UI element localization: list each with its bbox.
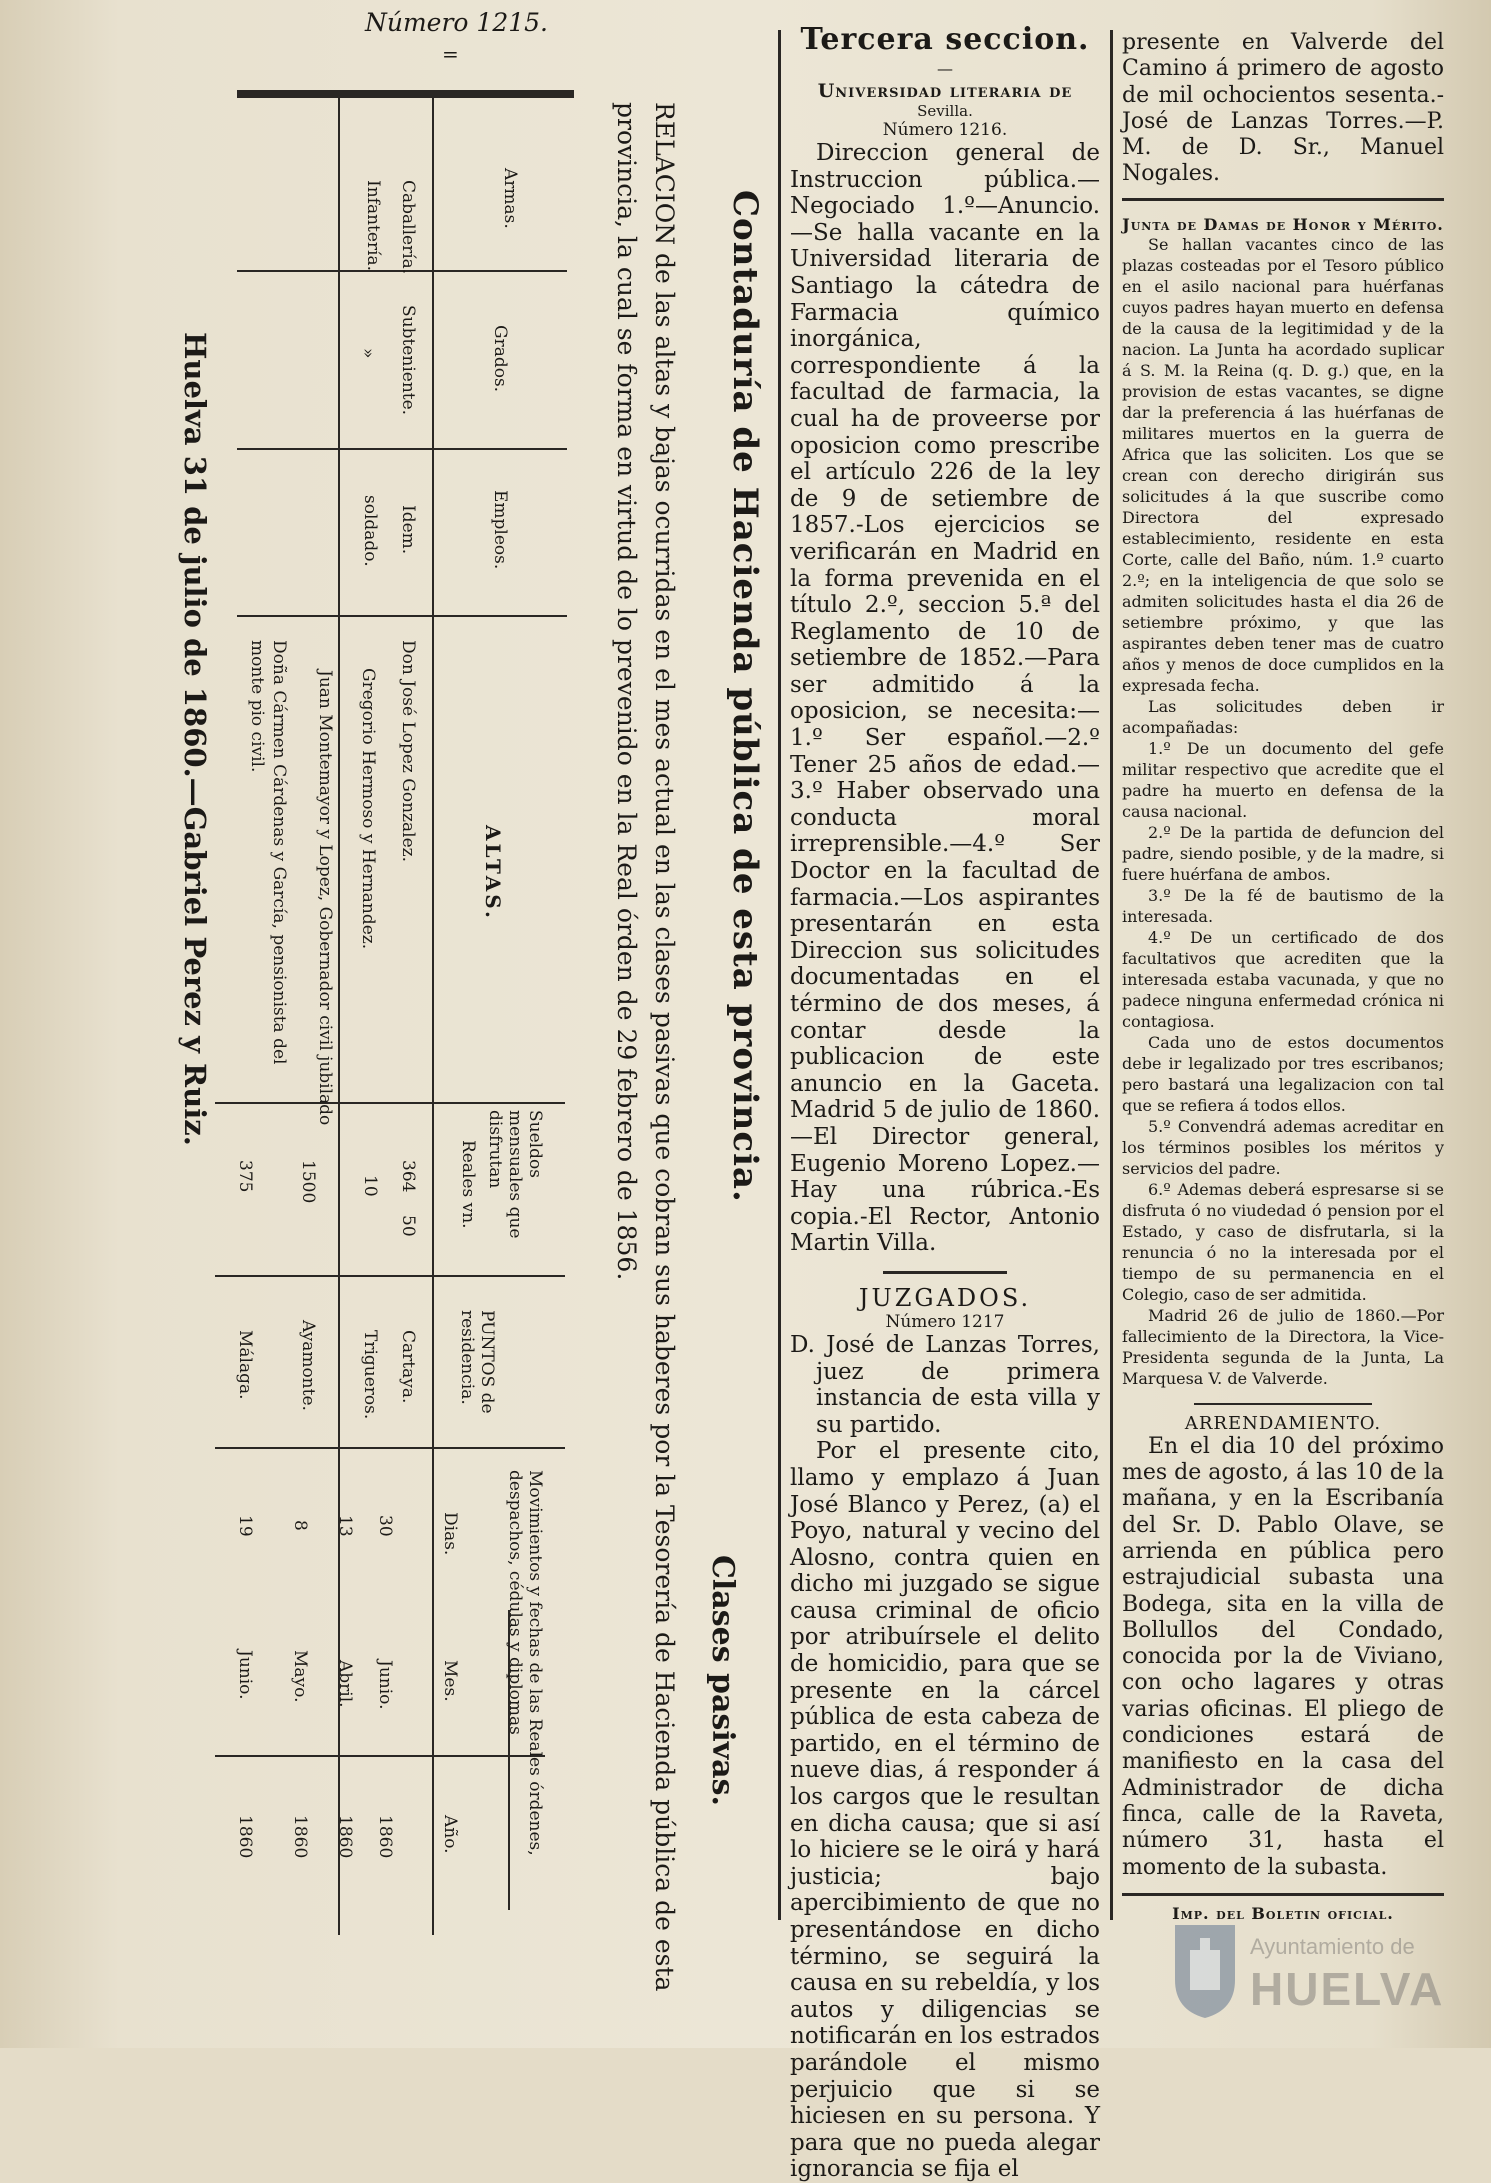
header-mes: Mes.: [440, 1660, 460, 1702]
universidad-heading: Universidad literaria de: [817, 80, 1073, 102]
column-rule-right: [1110, 30, 1113, 1920]
junta-paragraph-7: Cada uno de estos documentos debe ir legalizado por tres escribanos; pero bastará una legalizacion con tal que se refiera á todos ellos.: [1122, 1032, 1444, 1115]
row2-empleo: soldado.: [360, 495, 380, 567]
juzgados-number: Número 1217: [885, 1311, 1005, 1332]
row1-arma: Caballería.: [398, 180, 418, 275]
row4-punto: Málaga.: [235, 1330, 255, 1400]
separator: [1122, 198, 1444, 201]
universidad-number: Número 1216.: [882, 120, 1008, 140]
row3-nombre: Juan Montemayor y Lopez, Gobernador civil jubilado: [315, 670, 335, 1126]
shield-icon: [1170, 1920, 1240, 2020]
row3-punto: Ayamonte.: [298, 1320, 318, 1411]
section-title: Tercera seccion.: [800, 22, 1090, 57]
arrendamiento-title: ARRENDAMIENTO.: [1184, 1412, 1382, 1434]
clases-pasivas-title: Clases pasivas.: [705, 1555, 740, 1806]
universidad-city: Sevilla.: [917, 102, 973, 120]
table-row-rule: [215, 1447, 565, 1449]
row1-empleo: Idem.: [398, 505, 418, 555]
header-empleos: Empleos.: [490, 490, 510, 570]
row1-grado: Subteniente.: [398, 305, 418, 416]
issue-number: Número 1215.: [365, 8, 548, 37]
row1-dia: 30: [375, 1515, 395, 1537]
row1-nombre: Don José Lopez Gonzalez.: [398, 640, 418, 862]
contaduria-title: Contaduría de Hacienda pública de esta provincia.: [725, 190, 765, 1203]
row2-dia: 13: [335, 1515, 355, 1537]
row2-arma: Infantería.: [363, 180, 383, 272]
separator: [1122, 1893, 1444, 1896]
column-rule-left: [778, 30, 781, 1920]
row1-cents: 50: [398, 1215, 418, 1237]
junta-paragraph-8: 5.º Convendrá ademas acreditar en los términos posibles los méritos y servicios del padre.: [1122, 1116, 1444, 1178]
row3-dia: 8: [290, 1520, 310, 1531]
row2-anio: 1860: [335, 1815, 355, 1859]
row2-punto: Trigueros.: [360, 1330, 380, 1420]
row4-anio: 1860: [235, 1815, 255, 1859]
row4-mes: Junio.: [235, 1650, 255, 1700]
junta-paragraph-10: Madrid 26 de julio de 1860.—Por fallecimiento de la Directora, la Vice-Presidenta segunda de la Junta, La Marquesa V. de Valverde.: [1122, 1305, 1444, 1388]
row1-punto: Cartaya.: [398, 1330, 418, 1404]
table-row-rule: [215, 1755, 545, 1757]
row1-mes: Junio.: [375, 1660, 395, 1710]
juzgados-heading: D. José de Lanzas Torres, juez de primera instancia de esta villa y su partido.: [790, 1331, 1100, 1438]
relacion-text: RELACION de las altas y bajas ocurridas en el mes actual en las clases pasivas que cobran sus haberes por la Tesorería de Hacienda pública de esta provincia, la cual se forma en virtud de lo prevenido en la Real órden de 29 febrero de 1856.: [612, 102, 679, 1992]
table-row-rule: [237, 615, 567, 617]
arrendamiento-body: En el dia 10 del próximo mes de agosto, á las 10 de la mañana, y en la Escribanía del Sr. D. Pablo Olave, se arrienda en pública pero estrajudicial subasta una Bodega, sita en la villa de Bollullos del Condado, conocida por la de Viviano, con ocho lagares y otras varias oficinas. El pliego de condiciones estará de manifiesto en la casa del Administrador de dicha finca, calle de la Raveta, número 31, hasta el momento de la subasta.: [1122, 1433, 1444, 1880]
watermark-line2: HUELVA: [1250, 1963, 1445, 2015]
juzgados-title: JUZGADOS.: [858, 1283, 1032, 1312]
header-puntos: PUNTOS de residencia.: [457, 1310, 497, 1414]
row2-nombre: Gregorio Hermoso y Hernandez.: [358, 668, 378, 950]
table-divider: [432, 95, 434, 1935]
header-anio: Año.: [440, 1815, 460, 1854]
row4-dia: 19: [235, 1515, 255, 1537]
separator: [883, 1271, 1007, 1274]
junta-paragraph-4: 2.º De la partida de defuncion del padre, siendo posible, y de la madre, si fuere huérfana de ambos.: [1122, 822, 1444, 884]
table-row-rule: [237, 448, 567, 450]
row2-mes: Abril.: [335, 1660, 355, 1708]
universidad-body: Direccion general de Instruccion pública.—Negociado 1.º—Anuncio.—Se halla vacante en la Universidad literaria de Santiago la cátedra de Farmacia químico inorgánica, correspondiente á la facultad de farmacia, la cual ha de proveerse por oposicion como prescribe el artículo 226 de la ley de 9 de setiembre de 1857.-Los ejercicios se verificarán en Madrid en la forma prevenida en el título 2.º, seccion 5.ª del Reglamento de 10 de setiembre de 1852.—Para ser admitido á la oposicion, se necesita:—1.º Ser español.—2.º Tener 25 años de edad.—3.º Haber observado una conducta moral irreprensible.—4.º Ser Doctor en la facultad de farmacia.—Los aspirantes presentarán en esta Direccion sus solicitudes documentadas en el término de dos meses, á contar desde la publicacion de este anuncio en la Gaceta. Madrid 5 de julio de 1860.—El Director general, Eugenio Moreno Lopez.—Hay una rúbrica.-Es copia.-El Rector, Antonio Martin Villa.: [790, 140, 1100, 1257]
junta-paragraph-1: Se hallan vacantes cinco de las plazas costeadas por el Tesoro público en el asilo nacional para huérfanas cuyos padres hayan muerto en defensa de la causa de la legitimidad y de la nacion. La Junta ha acordado suplicar á S. M. la Reina (q. D. g.) que, en la provision de estas vacantes, se digne dar la preferencia á las huérfanas de militares muertos en la guerra de Africa que las soliciten. Los que se crean con derecho dirigirán sus solicitudes á la que suscribe como Directora del expresado establecimiento, residente en esta Corte, calle del Baño, núm. 1.º cuarto 2.º; en la inteligencia de que solo se admiten solicitudes hasta el dia 26 de setiembre próximo, y que las aspirantes deben tener mas de cuatro años y menos de doce cumplidos en la expresada fecha.: [1122, 234, 1444, 695]
juzgados-continuation: presente en Valverde del Camino á primero de agosto de mil ochocientos sesenta.-José de Lanzas Torres.—P. M. de D. Sr., Manuel Nogales.: [1122, 30, 1444, 187]
issue-number-mark: =: [442, 42, 459, 66]
right-column: [1122, 30, 1444, 1923]
watermark-line1: Ayuntamiento de: [1250, 1934, 1415, 1959]
header-dias: Dias.: [440, 1512, 460, 1556]
row3-anio: 1860: [290, 1815, 310, 1859]
header-movimientos: Movimientos y fechas de las Reales órdenes, despachos, cédulas y diplomas: [505, 1470, 545, 1856]
table-top-rule: [237, 90, 574, 98]
junta-paragraph-3: 1.º De un documento del gefe militar respectivo que acredite que el padre ha muerto en defensa de la causa nacional.: [1122, 738, 1444, 821]
row2-grado: »: [358, 348, 378, 359]
table-row-rule: [215, 1275, 565, 1277]
table-divider: [338, 95, 340, 1935]
separator: [1194, 1403, 1371, 1405]
row1-anio: 1860: [375, 1815, 395, 1859]
header-altas: ALTAS.: [481, 825, 505, 921]
junta-paragraph-2: Las solicitudes deben ir acompañadas:: [1122, 696, 1444, 737]
table-row-rule: [215, 1102, 565, 1104]
section-rule: —: [937, 59, 953, 78]
middle-column: [790, 22, 1100, 2183]
junta-paragraph-5: 3.º De la fé de bautismo de la interesada.: [1122, 885, 1444, 926]
row1-reales: 364: [398, 1160, 418, 1193]
junta-title: Junta de Damas de Honor y Mérito.: [1122, 214, 1444, 234]
header-sueldos: Sueldos mensuales que disfrutan: [485, 1110, 545, 1239]
row4-nombre: Doña Cármen Cárdenas y García, pensionista del monte pio civil.: [247, 640, 289, 1065]
junta-paragraph-6: 4.º De un certificado de dos facultativos que acrediten que la interesada estaba vacunada, y que no padece ninguna enfermedad crónica ni contagiosa.: [1122, 927, 1444, 1031]
signature-line: Huelva 31 de julio de 1860.—Gabriel Perez y Ruiz.: [178, 332, 212, 1146]
row3-mes: Mayo.: [290, 1650, 310, 1703]
header-reales: Reales vn.: [458, 1140, 478, 1229]
imprenta-line: Imp. del Boletin oficial.: [1172, 1903, 1394, 1923]
watermark-logo: [1170, 1920, 1450, 2030]
header-armas: Armas.: [500, 168, 520, 229]
junta-paragraph-9: 6.º Ademas deberá espresarse si se disfruta ó no viudedad ó pension por el Estado, y caso de disfrutarla, si la renuncia ó no la interesada por el tiempo de su permanencia en el Colegio, caso de ser admitida.: [1122, 1179, 1444, 1304]
row3-reales: 1500: [298, 1160, 318, 1204]
row2-reales: 10: [360, 1175, 380, 1197]
juzgados-body: Por el presente cito, llamo y emplazo á Juan José Blanco y Perez, (a) el Poyo, natural y vecino del Alosno, contra quien en dicho mi juzgado se sigue causa criminal de oficio por atribuírsele el delito de homicidio, para que se presente en la cárcel pública de esta cabeza de partido, en el término de nueve dias, á responder á los cargos que le resultan en dicha causa; que si así lo hiciere se le oirá y hará justicia; bajo apercibimiento de que no presentándose en dicho término, se seguirá la causa en su rebeldía, y los autos y diligencias se notificarán en los estrados parándole el mismo perjuicio que si se hiciesen en su persona. Y para que no pueda alegar ignorancia se fija el: [790, 1438, 1100, 2183]
row4-reales: 375: [235, 1160, 255, 1193]
header-grados: Grados.: [490, 325, 510, 393]
